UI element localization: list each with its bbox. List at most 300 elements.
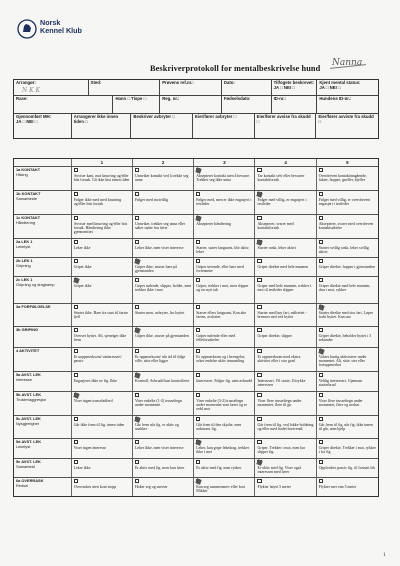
row-label bbox=[14, 327, 72, 347]
row-subcategory: Gripning bbox=[16, 262, 31, 268]
rating-text: Griper direkte med hele munnen bbox=[257, 264, 309, 269]
rating-cell[interactable] bbox=[194, 416, 255, 438]
rating-text: Griper direkte, beholder byttet i 3 sekunder bbox=[318, 333, 372, 342]
checkbox-icon[interactable] bbox=[196, 417, 200, 421]
table-row bbox=[14, 258, 378, 277]
rating-text: Viser flere trusseltegn under momentet, flere og nedsat bbox=[318, 398, 363, 407]
rating-text: Hoker seg og snerser bbox=[134, 484, 168, 489]
location-field[interactable]: Sted: bbox=[89, 80, 161, 95]
checkbox-icon[interactable] bbox=[74, 168, 78, 172]
row-label bbox=[14, 191, 72, 214]
rating-cell[interactable] bbox=[194, 239, 255, 257]
checkbox-icon[interactable] bbox=[135, 440, 139, 444]
rating-text: Vokter hurtig aktiviserer under momentet. Alt, sitte, ster eller fortoppmerket bbox=[318, 354, 367, 368]
rating-text: Flykter mer enn 5 meter bbox=[318, 484, 357, 489]
rating-cell[interactable] bbox=[133, 459, 194, 477]
rating-cell[interactable] bbox=[72, 215, 133, 238]
previously-described-field[interactable]: Tilfogets beskrevet: JA □ NEI □ bbox=[272, 80, 318, 95]
rating-cell[interactable] bbox=[72, 459, 133, 477]
completed-mh-field[interactable]: Gjennomført MH: JA □ NEI □ bbox=[14, 114, 72, 138]
row-subcategory: Håndtering bbox=[16, 219, 36, 225]
rating-text: Starter ikke. Bare fra start til første fjell bbox=[73, 310, 129, 319]
header-row-1 bbox=[14, 80, 378, 96]
table-row bbox=[14, 327, 378, 348]
rating-cell[interactable] bbox=[317, 439, 378, 458]
checkbox-icon[interactable] bbox=[74, 440, 78, 444]
rating-cell[interactable] bbox=[72, 348, 133, 371]
rating-text: Er uoppmerksom/ uinteressert/ passiv bbox=[73, 354, 122, 363]
rating-cell[interactable] bbox=[133, 277, 194, 303]
checkbox-icon[interactable] bbox=[257, 440, 261, 444]
checkbox-icon[interactable] bbox=[196, 240, 200, 244]
rating-cell[interactable] bbox=[133, 167, 194, 190]
rating-text: Går frem når fig. er aktiv og snakker bbox=[134, 422, 179, 431]
rating-text: Er aktiv med fig. Viser også interessen med fører bbox=[257, 465, 302, 474]
row-label bbox=[14, 239, 72, 257]
rating-text: Starter men, avbryter, lav hyttet bbox=[134, 310, 185, 315]
rating-cell[interactable] bbox=[72, 439, 133, 458]
column-header-row bbox=[14, 159, 378, 167]
table-row bbox=[14, 191, 378, 215]
table-row bbox=[14, 372, 378, 392]
checkbox-icon[interactable] bbox=[319, 328, 323, 332]
row-category: 1b KONTAKT bbox=[16, 191, 41, 197]
checkbox-icon[interactable] bbox=[74, 259, 78, 263]
rating-cell[interactable] bbox=[133, 478, 194, 496]
reg-nr-field[interactable]: Reg. nr.: bbox=[160, 96, 222, 113]
rating-cell[interactable] bbox=[133, 327, 194, 347]
checkbox-icon[interactable] bbox=[135, 349, 139, 353]
rating-cell[interactable] bbox=[317, 215, 378, 238]
checkbox-icon[interactable] bbox=[74, 373, 78, 377]
row-subcategory: Hilsing bbox=[16, 171, 28, 177]
rating-cell[interactable] bbox=[317, 191, 378, 214]
rating-cell[interactable] bbox=[133, 416, 194, 438]
checkbox-icon[interactable] bbox=[74, 240, 78, 244]
rating-text: Griper ikke, snuser bare på gjenstanden bbox=[134, 264, 177, 273]
row-category: 3b GRIPING bbox=[16, 327, 39, 333]
row-subcategory: Redsel bbox=[16, 482, 29, 488]
rating-text: Veldig interessert. Gjennom starterbrud bbox=[318, 378, 363, 387]
row-label bbox=[14, 392, 72, 415]
rating-text: Er oppmerksom/ når tid til følge ville, sitte eller ligger bbox=[134, 354, 186, 363]
checkbox-icon[interactable] bbox=[319, 278, 323, 282]
row-subcategory: Nysgjerrighet bbox=[16, 420, 39, 426]
row-subcategory: Lekelyst bbox=[16, 243, 31, 249]
checkbox-icon[interactable] bbox=[74, 328, 78, 332]
rating-text: Flykter høyst 5 meter bbox=[257, 484, 291, 489]
rating-cell[interactable] bbox=[133, 258, 194, 276]
rating-text: Leker ikke, men viser interesse bbox=[134, 445, 184, 450]
row-category: 5e AVST. LEK bbox=[16, 459, 41, 465]
rating-cell[interactable] bbox=[72, 239, 133, 257]
checkbox-icon[interactable] bbox=[135, 278, 139, 282]
checkbox-icon[interactable] bbox=[135, 305, 139, 309]
dog-emblem-icon bbox=[17, 19, 37, 39]
rating-cell[interactable] bbox=[194, 277, 255, 303]
rating-text: Viser flere trusseltegn under momentet, flere til gir bbox=[257, 398, 302, 407]
rating-cell[interactable] bbox=[317, 478, 378, 496]
rating-text: Interessert. Følger fig. uten avbrudd bbox=[196, 378, 253, 383]
rating-text: Overdreven kontaktinngående, fakter, hopper, gneller, bjeffer bbox=[318, 173, 367, 182]
rating-cell[interactable] bbox=[133, 191, 194, 214]
column-header: 1 bbox=[72, 159, 133, 166]
birth-date-field[interactable]: Fødselsdato: bbox=[222, 96, 272, 113]
checkbox-icon[interactable] bbox=[319, 168, 323, 172]
rating-cell[interactable] bbox=[317, 327, 378, 347]
rating-text: Griper med hele munnen, trekker i mot til testleder slipper bbox=[257, 283, 312, 292]
checkbox-icon[interactable] bbox=[196, 305, 200, 309]
checkbox-icon[interactable] bbox=[257, 373, 261, 377]
rating-cell[interactable] bbox=[255, 372, 316, 391]
row-label bbox=[14, 372, 72, 391]
row-category: 2a LEK 1 bbox=[16, 239, 33, 245]
checkbox-icon[interactable] bbox=[319, 479, 323, 483]
known-mental-status-field[interactable]: Kjent mental status: JA □ NEI □ bbox=[319, 80, 361, 90]
header-row-2 bbox=[14, 96, 378, 114]
table-row bbox=[14, 239, 378, 258]
rating-cell[interactable] bbox=[72, 416, 133, 438]
rating-cell[interactable] bbox=[317, 416, 378, 438]
checkbox-icon[interactable] bbox=[135, 479, 139, 483]
rating-cell[interactable] bbox=[317, 348, 378, 371]
checked-box-icon[interactable] bbox=[74, 278, 78, 282]
rating-cell[interactable] bbox=[72, 372, 133, 391]
rating-cell[interactable] bbox=[194, 372, 255, 391]
rating-text: Er aktiv med fig. men rynker bbox=[196, 465, 242, 470]
checkbox-icon[interactable] bbox=[319, 259, 323, 263]
rating-cell[interactable] bbox=[72, 327, 133, 347]
row-category: 1a KONTAKT bbox=[16, 167, 41, 173]
column-header: 3 bbox=[194, 159, 255, 166]
rating-text: Går ikke frem til fig. innen tiden bbox=[73, 422, 125, 427]
rating-text: Er aktiv med fig. men kun fører bbox=[134, 465, 185, 470]
row-category: 4 AKTIVITET bbox=[16, 348, 40, 354]
checkbox-icon[interactable] bbox=[257, 479, 261, 483]
rating-text: Griper ikke, snuser på gjenstanden bbox=[134, 333, 189, 338]
rating-cell[interactable] bbox=[255, 439, 316, 458]
rating-cell[interactable] bbox=[133, 304, 194, 326]
row-category: 2b LEK 1 bbox=[16, 258, 33, 264]
row-category: 3a FORFØLGELSE bbox=[16, 304, 51, 310]
row-label bbox=[14, 167, 72, 190]
rating-cell[interactable] bbox=[194, 215, 255, 238]
rating-cell[interactable] bbox=[72, 304, 133, 326]
checked-box-icon[interactable] bbox=[196, 168, 200, 172]
rating-text: Leker ikke bbox=[73, 465, 91, 470]
rating-cell[interactable] bbox=[133, 215, 194, 238]
rating-text: Aksepterer kontakt uten å besvare. Trekker seg ikke unna bbox=[196, 173, 251, 182]
rating-text: Interessert. Vil starte, Uttrykke interessen bbox=[257, 378, 306, 387]
rating-cell[interactable] bbox=[255, 392, 316, 415]
page-number: 1 bbox=[383, 553, 386, 558]
rating-text: Unnviker kontakt ved å trekke seg unna bbox=[134, 173, 189, 182]
checkbox-icon[interactable] bbox=[196, 460, 200, 464]
rating-text: Griper nølende, slipper, holder, men trekker ikke i mot bbox=[134, 283, 192, 292]
handwritten-name: Nanna bbox=[332, 58, 363, 68]
checkbox-icon[interactable] bbox=[257, 417, 261, 421]
header-table bbox=[13, 79, 379, 139]
row-label bbox=[14, 215, 72, 238]
rating-text: Går frem til fig. ved lokke-holdning og/eller med hodet bortvendt bbox=[257, 422, 314, 431]
owner-aborts-field[interactable]: Eier/fører avbryter □ bbox=[193, 114, 255, 138]
checkbox-icon[interactable] bbox=[257, 305, 261, 309]
row-label bbox=[14, 277, 72, 303]
rating-text: Starter direkte med stor fart. Løper forbi byttet. Kan sno bbox=[318, 310, 373, 319]
rating-cell[interactable] bbox=[194, 327, 255, 347]
checkbox-icon[interactable] bbox=[74, 479, 78, 483]
checkbox-icon[interactable] bbox=[319, 393, 323, 397]
row-label bbox=[14, 304, 72, 326]
table-row bbox=[14, 277, 378, 304]
rating-text: Leker ikke, men viser interesse bbox=[134, 245, 184, 250]
checkbox-icon[interactable] bbox=[319, 373, 323, 377]
rating-cell[interactable] bbox=[317, 258, 378, 276]
sex-field[interactable]: Hann □ Tispe □ bbox=[113, 96, 160, 113]
checkbox-icon[interactable] bbox=[319, 440, 323, 444]
describer-aborts-field[interactable]: Beskriver avbryter □ bbox=[131, 114, 193, 138]
rating-text: Griper, Trekker i mot, men har slipper fig. bbox=[257, 445, 306, 454]
rating-cell[interactable] bbox=[72, 392, 133, 415]
rating-cell[interactable] bbox=[133, 348, 194, 371]
page-title: Beskriverprotokoll for mentalbeskrivelse hund bbox=[150, 64, 321, 73]
checked-box-icon[interactable] bbox=[135, 259, 139, 263]
rating-text: Følger med, men er ikke engasjert i testleder bbox=[196, 197, 252, 206]
checked-box-icon[interactable] bbox=[135, 373, 139, 377]
row-label bbox=[14, 478, 72, 496]
table-row bbox=[14, 459, 378, 478]
rating-text: Går frem til fig. når fig. ikke innen til går, uten hjelp bbox=[318, 422, 373, 431]
table-row bbox=[14, 304, 378, 327]
rating-text: Aksepterer, svarer med overdreven kontaktsøkelse bbox=[318, 221, 374, 230]
rating-cell[interactable] bbox=[194, 439, 255, 458]
checkbox-icon[interactable] bbox=[135, 393, 139, 397]
rating-text: Griper tøvende, eller bare med fortennene bbox=[196, 264, 244, 273]
rating-text: Starter ellers langsomt, Kan ake farten, avsluttet bbox=[196, 310, 247, 319]
checkbox-icon[interactable] bbox=[135, 460, 139, 464]
rating-cell[interactable] bbox=[133, 239, 194, 257]
checkbox-icon[interactable] bbox=[74, 460, 78, 464]
row-subcategory: Interesse bbox=[16, 376, 33, 382]
checkbox-icon[interactable] bbox=[135, 216, 139, 220]
checked-box-icon[interactable] bbox=[196, 479, 200, 483]
checkbox-icon[interactable] bbox=[196, 328, 200, 332]
test-ref-field[interactable]: Prøvens ref.nr.: bbox=[160, 80, 222, 95]
organizer-field[interactable]: Arrangør: N K K bbox=[14, 80, 89, 95]
checkbox-icon[interactable] bbox=[257, 259, 261, 263]
rating-cell[interactable] bbox=[194, 304, 255, 326]
rating-cell[interactable] bbox=[194, 392, 255, 415]
rating-cell[interactable] bbox=[194, 167, 255, 190]
rating-text: Følger med motvillig bbox=[134, 197, 169, 202]
rating-cell[interactable] bbox=[317, 167, 378, 190]
rating-cell[interactable] bbox=[317, 239, 378, 257]
rating-text: Følger ikke med med knurring og/eller bits forsøk bbox=[73, 197, 122, 206]
row-category: 5c AVST. LEK bbox=[16, 416, 41, 422]
rating-text: Kontroll, Avbrudd kun kontrollerte bbox=[134, 378, 190, 383]
rating-text: Følger med villig, er overdrevent engasjert i testleder bbox=[318, 197, 371, 206]
rating-text: Starter med høy fart, målrettet - bremser ned ved byttet bbox=[257, 310, 307, 319]
rating-text: Griper ikke bbox=[73, 283, 92, 288]
column-header bbox=[14, 159, 72, 166]
rating-text: Griper nølende eller med felleforsøkelse bbox=[196, 333, 236, 342]
row-label bbox=[14, 348, 72, 371]
rating-text: Griper direkte, slipper bbox=[257, 333, 292, 338]
rating-cell[interactable] bbox=[255, 416, 316, 438]
rating-cell[interactable] bbox=[72, 277, 133, 303]
rating-text: Er oppmerksom med ekstra aktivitet eller i stor grad bbox=[257, 354, 301, 363]
rating-text: Starter raskt, leker aktivt bbox=[257, 245, 296, 250]
rating-cell[interactable] bbox=[255, 258, 316, 276]
dog-id-field[interactable]: Hundens ID-nr.: bbox=[319, 96, 352, 101]
rating-text: Leker, kan gripe lekedrag, trekker ikke i mot bbox=[196, 445, 249, 454]
rating-text: Oppfordrer passiv fig. til fortsatt lek bbox=[318, 465, 376, 470]
rating-cell[interactable] bbox=[255, 277, 316, 303]
rating-text: Aksepterer håndtering bbox=[196, 221, 231, 226]
rating-cell[interactable] bbox=[317, 459, 378, 477]
checkbox-icon[interactable] bbox=[257, 168, 261, 172]
checkbox-icon[interactable] bbox=[196, 278, 200, 282]
rating-cell[interactable] bbox=[72, 258, 133, 276]
checkbox-icon[interactable] bbox=[257, 393, 261, 397]
rating-cell[interactable] bbox=[255, 239, 316, 257]
rating-cell[interactable] bbox=[317, 277, 378, 303]
checkbox-icon[interactable] bbox=[319, 460, 323, 464]
checked-box-icon[interactable] bbox=[319, 305, 323, 309]
rating-cell[interactable] bbox=[255, 478, 316, 496]
checked-box-icon[interactable] bbox=[74, 393, 78, 397]
table-row bbox=[14, 392, 378, 416]
rating-text: Starter svillig raskt, leker svillig aktivt bbox=[318, 245, 369, 254]
rating-cell[interactable] bbox=[317, 304, 378, 326]
checked-box-icon[interactable] bbox=[135, 328, 139, 332]
table-row bbox=[14, 439, 378, 459]
header-row-3 bbox=[14, 114, 378, 138]
rating-cell[interactable] bbox=[255, 348, 316, 371]
row-category: 5d AVST. LEK bbox=[16, 439, 42, 445]
row-subcategory: Gripning og dragkamp bbox=[16, 281, 55, 287]
nkk-logo bbox=[17, 17, 89, 49]
checked-box-icon[interactable] bbox=[257, 240, 261, 244]
checkbox-icon[interactable] bbox=[196, 192, 200, 196]
rating-text: Griper direkte, Trekker i mot, rykker i fra fig. bbox=[318, 445, 376, 454]
checked-box-icon[interactable] bbox=[257, 192, 261, 196]
checkbox-icon[interactable] bbox=[257, 216, 261, 220]
rating-text: Kan seg sammensnev eller bort Mikket bbox=[196, 484, 246, 493]
table-row bbox=[14, 167, 378, 191]
checked-box-icon[interactable] bbox=[135, 417, 139, 421]
rating-cell[interactable] bbox=[317, 392, 378, 415]
row-subcategory: Lekelyst bbox=[16, 443, 31, 449]
checkbox-icon[interactable] bbox=[74, 216, 78, 220]
checked-box-icon[interactable] bbox=[319, 349, 323, 353]
row-label bbox=[14, 416, 72, 438]
row-subcategory: Samarbeid bbox=[16, 463, 35, 469]
column-header: 4 bbox=[255, 159, 316, 166]
checkbox-icon[interactable] bbox=[196, 393, 200, 397]
table-row bbox=[14, 348, 378, 372]
id-nr-field[interactable]: ID-nr.: bbox=[272, 96, 318, 113]
rating-cell[interactable] bbox=[133, 439, 194, 458]
row-label bbox=[14, 439, 72, 458]
checkbox-icon[interactable] bbox=[74, 349, 78, 353]
rating-text: Tar kontakt selv eller besvarer kontaktforsøk bbox=[257, 173, 305, 182]
checked-box-icon[interactable] bbox=[196, 440, 200, 444]
checkbox-icon[interactable] bbox=[135, 192, 139, 196]
column-header: 2 bbox=[133, 159, 194, 166]
table-row bbox=[14, 215, 378, 239]
owner-reject-shot-1-field[interactable]: Eier/fører avvise fra skudd □ bbox=[255, 114, 317, 138]
rating-text: Viser enkelte (1-2) trusseltegn under momentet bbox=[134, 398, 182, 407]
rating-text: Er oppmerksom og i bevegelse, orker endelse aktiv innsamling bbox=[196, 354, 246, 363]
rating-text: Viser enkelte (3-2) trusseltegn under momentet som lærer og er redd mot bbox=[196, 398, 247, 412]
checked-box-icon[interactable] bbox=[196, 216, 200, 220]
row-label bbox=[14, 459, 72, 477]
rating-text: Viser ingen interesse bbox=[73, 445, 107, 450]
rating-cell[interactable] bbox=[255, 304, 316, 326]
checkbox-icon[interactable] bbox=[135, 168, 139, 172]
rating-text: Aksepterer, svarer med kontaktforsøk bbox=[257, 221, 294, 230]
breed-field[interactable]: Rase: bbox=[14, 96, 113, 113]
rating-cell[interactable] bbox=[194, 348, 255, 371]
row-category: 2c LEK 1 bbox=[16, 277, 33, 283]
rating-text: Går frem til den skjulte, men uaktsomt fig. bbox=[196, 422, 242, 431]
checkbox-icon[interactable] bbox=[74, 305, 78, 309]
table-row bbox=[14, 478, 378, 496]
row-subcategory: Samarbeide bbox=[16, 195, 37, 201]
rating-cell[interactable] bbox=[255, 167, 316, 190]
rating-cell[interactable] bbox=[255, 215, 316, 238]
rating-text: Engasjeres ikke av fig. Ikke bbox=[73, 378, 118, 383]
rating-cell[interactable] bbox=[133, 392, 194, 415]
rating-cell[interactable] bbox=[255, 459, 316, 477]
checkbox-icon[interactable] bbox=[257, 328, 261, 332]
checkbox-icon[interactable] bbox=[196, 349, 200, 353]
column-header: 5 bbox=[346, 159, 349, 165]
checked-box-icon[interactable] bbox=[257, 460, 261, 464]
rating-cell[interactable] bbox=[194, 459, 255, 477]
rating-text: Griper direkte, hopper i gjenstanden bbox=[318, 264, 376, 269]
rating-cell[interactable] bbox=[255, 327, 316, 347]
checkbox-icon[interactable] bbox=[196, 373, 200, 377]
owner-reject-shot-2-field[interactable]: Eier/fører avviste fra skudd □ bbox=[318, 114, 374, 124]
rating-cell[interactable] bbox=[194, 478, 255, 496]
rating-cell[interactable] bbox=[72, 167, 133, 190]
checkbox-icon[interactable] bbox=[257, 349, 261, 353]
checkbox-icon[interactable] bbox=[319, 417, 323, 421]
rating-cell[interactable] bbox=[72, 478, 133, 496]
date-field[interactable]: Dato: bbox=[222, 80, 272, 95]
checkbox-icon[interactable] bbox=[135, 240, 139, 244]
not-arranged-field[interactable]: Arrangerer ikke innen tiden □ bbox=[72, 114, 132, 138]
rating-cell[interactable] bbox=[133, 372, 194, 391]
checkbox-icon[interactable] bbox=[196, 259, 200, 263]
checkbox-icon[interactable] bbox=[74, 417, 78, 421]
rating-cell[interactable] bbox=[194, 191, 255, 214]
checkbox-icon[interactable] bbox=[257, 278, 261, 282]
table-row bbox=[14, 416, 378, 439]
rating-text: Unnviker, trekker seg unna eller søker støtte hos fører bbox=[134, 221, 186, 230]
rating-cell[interactable] bbox=[194, 258, 255, 276]
checkbox-icon[interactable] bbox=[319, 216, 323, 220]
rating-cell[interactable] bbox=[317, 372, 378, 391]
rating-cell[interactable] bbox=[255, 191, 316, 214]
rating-cell[interactable] bbox=[72, 191, 133, 214]
checkbox-icon[interactable] bbox=[74, 192, 78, 196]
checkbox-icon[interactable] bbox=[319, 192, 323, 196]
checkbox-icon[interactable] bbox=[319, 240, 323, 244]
rating-text: Avviser med knurring og/eller bits forsøk. Håndtering ikke gjennomført bbox=[73, 221, 128, 235]
